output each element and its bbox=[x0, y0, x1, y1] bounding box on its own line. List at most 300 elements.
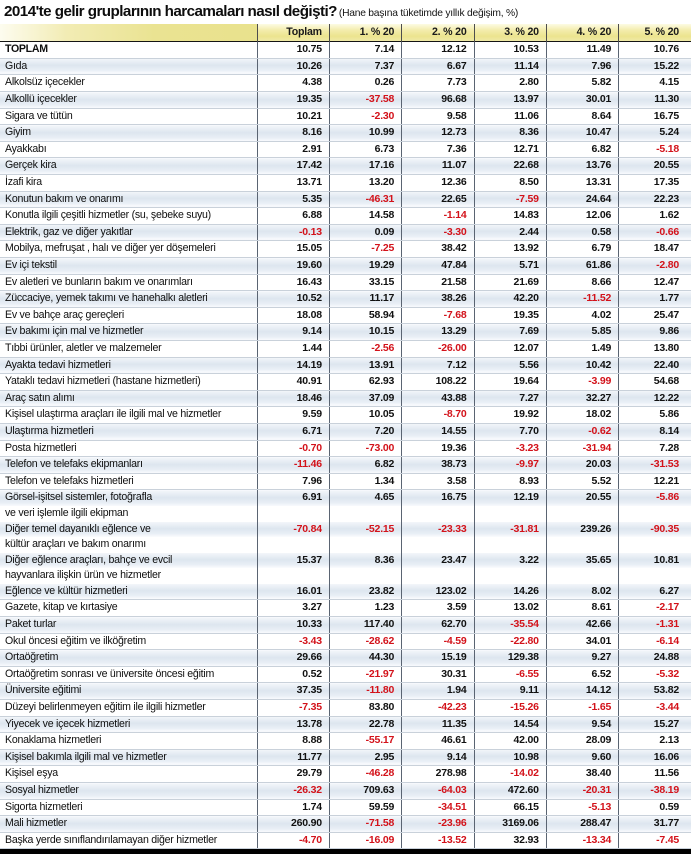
cell-value: 7.70 bbox=[474, 423, 546, 440]
cell-empty bbox=[402, 506, 474, 522]
cell-empty bbox=[402, 537, 474, 553]
cell-value: 8.88 bbox=[257, 733, 329, 750]
cell-value: 14.58 bbox=[329, 208, 401, 225]
cell-value: 62.70 bbox=[402, 617, 474, 634]
cell-value: 12.22 bbox=[619, 390, 691, 407]
cell-value: -0.13 bbox=[257, 224, 329, 241]
cell-value: 22.23 bbox=[619, 191, 691, 208]
cell-value: 6.88 bbox=[257, 208, 329, 225]
cell-value: 15.37 bbox=[257, 553, 329, 569]
row-label: Kişisel bakımla ilgili mal ve hizmetler bbox=[0, 749, 257, 766]
cell-value: 12.73 bbox=[402, 125, 474, 142]
row-label: Yiyecek ve içecek hizmetleri bbox=[0, 716, 257, 733]
table-row[interactable] bbox=[0, 633, 691, 650]
cell-value: 4.02 bbox=[546, 307, 618, 324]
cell-value: -1.65 bbox=[546, 700, 618, 717]
cell-value: 15.19 bbox=[402, 650, 474, 667]
cell-value: -71.58 bbox=[329, 816, 401, 833]
cell-value: 7.69 bbox=[474, 324, 546, 341]
cell-empty bbox=[619, 537, 691, 553]
table-row[interactable] bbox=[0, 224, 691, 241]
cell-value: -6.14 bbox=[619, 633, 691, 650]
cell-value: -16.09 bbox=[329, 832, 401, 849]
cell-value: 10.15 bbox=[329, 324, 401, 341]
cell-value: -31.94 bbox=[546, 440, 618, 457]
cell-empty bbox=[329, 506, 401, 522]
cell-value: 14.19 bbox=[257, 357, 329, 374]
cell-value: 4.15 bbox=[619, 75, 691, 92]
cell-value: 32.27 bbox=[546, 390, 618, 407]
cell-value: 12.21 bbox=[619, 473, 691, 490]
row-label: Ev ve bahçe araç gereçleri bbox=[0, 307, 257, 324]
cell-value: 16.75 bbox=[402, 490, 474, 506]
cell-value: 17.16 bbox=[329, 158, 401, 175]
table-row[interactable] bbox=[0, 158, 691, 175]
cell-value: 7.96 bbox=[257, 473, 329, 490]
cell-value: 7.20 bbox=[329, 423, 401, 440]
table-row[interactable] bbox=[0, 241, 691, 258]
cell-value: 1.74 bbox=[257, 799, 329, 816]
table-row[interactable] bbox=[0, 749, 691, 766]
row-label: Ev aletleri ve bunların bakım ve onarımları bbox=[0, 274, 257, 291]
cell-value: -2.30 bbox=[329, 108, 401, 125]
cell-value: -11.80 bbox=[329, 683, 401, 700]
cell-value: 22.65 bbox=[402, 191, 474, 208]
table-row[interactable] bbox=[0, 766, 691, 783]
cell-value: 11.07 bbox=[402, 158, 474, 175]
cell-value: 16.43 bbox=[257, 274, 329, 291]
cell-value: 10.99 bbox=[329, 125, 401, 142]
cell-value: -7.45 bbox=[619, 832, 691, 849]
cell-value: 13.76 bbox=[546, 158, 618, 175]
row-label: Ortaöğretim bbox=[0, 650, 257, 667]
cell-value: -3.99 bbox=[546, 374, 618, 391]
cell-value: 2.95 bbox=[329, 749, 401, 766]
cell-value: 239.26 bbox=[546, 522, 618, 538]
cell-value: 46.61 bbox=[402, 733, 474, 750]
table-row[interactable] bbox=[0, 258, 691, 275]
cell-value: 20.55 bbox=[546, 490, 618, 506]
cell-value: 34.01 bbox=[546, 633, 618, 650]
table-row[interactable] bbox=[0, 175, 691, 192]
cell-value: 22.68 bbox=[474, 158, 546, 175]
cell-value: -2.80 bbox=[619, 258, 691, 275]
row-label: TOPLAM bbox=[0, 42, 257, 59]
table-row[interactable] bbox=[0, 324, 691, 341]
cell-value: -26.32 bbox=[257, 783, 329, 800]
cell-empty bbox=[546, 506, 618, 522]
cell-value: -13.52 bbox=[402, 832, 474, 849]
table-row[interactable] bbox=[0, 125, 691, 142]
cell-value: 14.26 bbox=[474, 584, 546, 600]
table-row[interactable] bbox=[0, 58, 691, 75]
cell-value: 11.14 bbox=[474, 58, 546, 75]
cell-value: 21.58 bbox=[402, 274, 474, 291]
cell-value: 20.55 bbox=[619, 158, 691, 175]
cell-value: 7.12 bbox=[402, 357, 474, 374]
row-label-continuation: hayvanlara ilişkin ürün ve hizmetler bbox=[0, 568, 257, 584]
row-label: Görsel-işitsel sistemler, fotoğrafla bbox=[0, 490, 257, 506]
table-row[interactable] bbox=[0, 522, 691, 538]
cell-value: 7.27 bbox=[474, 390, 546, 407]
cell-value: 10.42 bbox=[546, 357, 618, 374]
cell-value: 42.00 bbox=[474, 733, 546, 750]
cell-empty bbox=[257, 506, 329, 522]
cell-value: 16.06 bbox=[619, 749, 691, 766]
header-cell-blank bbox=[0, 24, 257, 42]
table-row[interactable] bbox=[0, 716, 691, 733]
cell-value: 6.71 bbox=[257, 423, 329, 440]
cell-value: 10.21 bbox=[257, 108, 329, 125]
cell-value: -5.86 bbox=[619, 490, 691, 506]
cell-value: -7.35 bbox=[257, 700, 329, 717]
table-row[interactable] bbox=[0, 473, 691, 490]
cell-empty bbox=[329, 568, 401, 584]
cell-value: 1.23 bbox=[329, 600, 401, 617]
table-row[interactable] bbox=[0, 783, 691, 800]
cell-value: 3.22 bbox=[474, 553, 546, 569]
cell-value: 3.59 bbox=[402, 600, 474, 617]
table-row[interactable] bbox=[0, 832, 691, 849]
table-row[interactable] bbox=[0, 457, 691, 474]
cell-value: 11.35 bbox=[402, 716, 474, 733]
cell-value: 14.12 bbox=[546, 683, 618, 700]
table-row[interactable] bbox=[0, 108, 691, 125]
table-row[interactable] bbox=[0, 584, 691, 600]
cell-value: 10.75 bbox=[257, 42, 329, 59]
row-label: Okul öncesi eğitim ve ilköğretim bbox=[0, 633, 257, 650]
row-label: Diğer temel dayanıklı eğlence ve bbox=[0, 522, 257, 538]
table-row[interactable] bbox=[0, 600, 691, 617]
cell-value: 278.98 bbox=[402, 766, 474, 783]
cell-value: 37.35 bbox=[257, 683, 329, 700]
cell-value: 38.42 bbox=[402, 241, 474, 258]
cell-value: -3.30 bbox=[402, 224, 474, 241]
cell-value: 15.22 bbox=[619, 58, 691, 75]
cell-value: 13.29 bbox=[402, 324, 474, 341]
cell-value: 7.28 bbox=[619, 440, 691, 457]
cell-value: 4.65 bbox=[329, 490, 401, 506]
cell-value: 9.14 bbox=[257, 324, 329, 341]
cell-value: 7.96 bbox=[546, 58, 618, 75]
header-cell-q4: 4. % 20 bbox=[546, 24, 618, 42]
cell-value: 25.47 bbox=[619, 307, 691, 324]
table-row[interactable] bbox=[0, 191, 691, 208]
cell-value: 14.54 bbox=[474, 716, 546, 733]
cell-value: 30.01 bbox=[546, 92, 618, 109]
cell-value: 0.59 bbox=[619, 799, 691, 816]
row-label: Yataklı tedavi hizmetleri (hastane hizmetleri) bbox=[0, 374, 257, 391]
table-row[interactable] bbox=[0, 650, 691, 667]
cell-value: 1.44 bbox=[257, 340, 329, 357]
table-row[interactable] bbox=[0, 666, 691, 683]
cell-value: -7.59 bbox=[474, 191, 546, 208]
cell-value: -3.23 bbox=[474, 440, 546, 457]
cell-value: 13.20 bbox=[329, 175, 401, 192]
cell-empty bbox=[329, 537, 401, 553]
table-row[interactable] bbox=[0, 274, 691, 291]
cell-value: -23.33 bbox=[402, 522, 474, 538]
cell-value: 10.76 bbox=[619, 42, 691, 59]
cell-value: 117.40 bbox=[329, 617, 401, 634]
cell-value: 14.83 bbox=[474, 208, 546, 225]
cell-value: 7.37 bbox=[329, 58, 401, 75]
cell-value: -4.59 bbox=[402, 633, 474, 650]
cell-value: 12.36 bbox=[402, 175, 474, 192]
table-row[interactable] bbox=[0, 799, 691, 816]
cell-value: 6.52 bbox=[546, 666, 618, 683]
row-label: İzafi kira bbox=[0, 175, 257, 192]
cell-value: 33.15 bbox=[329, 274, 401, 291]
cell-value: -20.31 bbox=[546, 783, 618, 800]
cell-value: 16.75 bbox=[619, 108, 691, 125]
table-row-continuation bbox=[0, 568, 691, 584]
row-label: Gerçek kira bbox=[0, 158, 257, 175]
page-title bbox=[0, 0, 691, 24]
row-label: Züccaciye, yemek takımı ve hanehalkı aletleri bbox=[0, 291, 257, 308]
cell-value: 1.62 bbox=[619, 208, 691, 225]
cell-value: 0.58 bbox=[546, 224, 618, 241]
table-body bbox=[0, 42, 691, 849]
cell-value: 18.47 bbox=[619, 241, 691, 258]
table-row[interactable] bbox=[0, 553, 691, 569]
cell-empty bbox=[619, 506, 691, 522]
cell-empty bbox=[474, 568, 546, 584]
cell-value: 9.60 bbox=[546, 749, 618, 766]
cell-value: 19.60 bbox=[257, 258, 329, 275]
cell-value: 8.02 bbox=[546, 584, 618, 600]
cell-value: -5.32 bbox=[619, 666, 691, 683]
cell-value: -64.03 bbox=[402, 783, 474, 800]
cell-value: -3.44 bbox=[619, 700, 691, 717]
cell-value: 0.09 bbox=[329, 224, 401, 241]
cell-value: 2.13 bbox=[619, 733, 691, 750]
cell-value: -9.97 bbox=[474, 457, 546, 474]
cell-value: 53.82 bbox=[619, 683, 691, 700]
cell-value: -4.70 bbox=[257, 832, 329, 849]
table-row[interactable] bbox=[0, 141, 691, 158]
row-label: Alkollü içecekler bbox=[0, 92, 257, 109]
expenditure-table bbox=[0, 24, 691, 850]
row-label: Kişisel ulaştırma araçları ile ilgili mal ve hizmetler bbox=[0, 407, 257, 424]
table-row[interactable] bbox=[0, 816, 691, 833]
cell-value: 19.29 bbox=[329, 258, 401, 275]
cell-value: 38.26 bbox=[402, 291, 474, 308]
row-label-continuation: kültür araçları ve bakım onarımı bbox=[0, 537, 257, 553]
cell-value: 472.60 bbox=[474, 783, 546, 800]
cell-value: 10.81 bbox=[619, 553, 691, 569]
cell-value: -26.00 bbox=[402, 340, 474, 357]
row-label: Elektrik, gaz ve diğer yakıtlar bbox=[0, 224, 257, 241]
cell-value: 22.78 bbox=[329, 716, 401, 733]
table-row[interactable] bbox=[0, 700, 691, 717]
row-label: Gıda bbox=[0, 58, 257, 75]
cell-value: -7.68 bbox=[402, 307, 474, 324]
cell-value: 10.05 bbox=[329, 407, 401, 424]
cell-value: 18.02 bbox=[546, 407, 618, 424]
cell-value: 13.91 bbox=[329, 357, 401, 374]
cell-value: 1.34 bbox=[329, 473, 401, 490]
cell-value: 2.91 bbox=[257, 141, 329, 158]
cell-value: 11.56 bbox=[619, 766, 691, 783]
cell-value: 19.36 bbox=[402, 440, 474, 457]
table-row[interactable] bbox=[0, 75, 691, 92]
cell-value: 17.35 bbox=[619, 175, 691, 192]
cell-value: 59.59 bbox=[329, 799, 401, 816]
header-cell-toplam: Toplam bbox=[257, 24, 329, 42]
table-row[interactable] bbox=[0, 617, 691, 634]
cell-value: -52.15 bbox=[329, 522, 401, 538]
cell-value: -5.18 bbox=[619, 141, 691, 158]
cell-value: 8.14 bbox=[619, 423, 691, 440]
cell-value: 6.82 bbox=[546, 141, 618, 158]
cell-value: 8.61 bbox=[546, 600, 618, 617]
cell-value: 22.40 bbox=[619, 357, 691, 374]
cell-value: 8.36 bbox=[329, 553, 401, 569]
cell-value: 9.54 bbox=[546, 716, 618, 733]
cell-value: 12.07 bbox=[474, 340, 546, 357]
table-row[interactable] bbox=[0, 307, 691, 324]
cell-value: 4.38 bbox=[257, 75, 329, 92]
cell-value: -73.00 bbox=[329, 440, 401, 457]
row-label-continuation: ve veri işlemle ilgili ekipman bbox=[0, 506, 257, 522]
cell-value: 12.06 bbox=[546, 208, 618, 225]
cell-value: 709.63 bbox=[329, 783, 401, 800]
cell-value: 44.30 bbox=[329, 650, 401, 667]
cell-value: -46.28 bbox=[329, 766, 401, 783]
cell-value: -38.19 bbox=[619, 783, 691, 800]
cell-value: -7.25 bbox=[329, 241, 401, 258]
cell-value: -70.84 bbox=[257, 522, 329, 538]
cell-value: -3.43 bbox=[257, 633, 329, 650]
row-label: Konaklama hizmetleri bbox=[0, 733, 257, 750]
cell-value: 6.67 bbox=[402, 58, 474, 75]
cell-value: 11.30 bbox=[619, 92, 691, 109]
cell-value: -14.02 bbox=[474, 766, 546, 783]
cell-value: 47.84 bbox=[402, 258, 474, 275]
cell-value: -2.17 bbox=[619, 600, 691, 617]
cell-value: 23.82 bbox=[329, 584, 401, 600]
row-label: Konutun bakım ve onarımı bbox=[0, 191, 257, 208]
cell-value: 6.82 bbox=[329, 457, 401, 474]
cell-value: 62.93 bbox=[329, 374, 401, 391]
cell-value: 19.35 bbox=[257, 92, 329, 109]
cell-value: 23.47 bbox=[402, 553, 474, 569]
cell-value: 1.77 bbox=[619, 291, 691, 308]
cell-value: 29.66 bbox=[257, 650, 329, 667]
cell-value: 17.42 bbox=[257, 158, 329, 175]
row-label: Sigara ve tütün bbox=[0, 108, 257, 125]
table-row[interactable] bbox=[0, 390, 691, 407]
table-row[interactable] bbox=[0, 490, 691, 506]
table-row[interactable] bbox=[0, 340, 691, 357]
title-main-text: 2014'te gelir gruplarının harcamaları nasıl değişti? bbox=[4, 3, 337, 20]
row-label: Ayakta tedavi hizmetleri bbox=[0, 357, 257, 374]
row-label: Üniversite eğitimi bbox=[0, 683, 257, 700]
cell-value: 10.52 bbox=[257, 291, 329, 308]
cell-value: 38.73 bbox=[402, 457, 474, 474]
cell-value: -55.17 bbox=[329, 733, 401, 750]
cell-value: 12.19 bbox=[474, 490, 546, 506]
cell-value: 19.92 bbox=[474, 407, 546, 424]
cell-value: 13.78 bbox=[257, 716, 329, 733]
cell-value: 12.47 bbox=[619, 274, 691, 291]
row-label: Sigorta hizmetleri bbox=[0, 799, 257, 816]
cell-value: 3.27 bbox=[257, 600, 329, 617]
cell-empty bbox=[257, 568, 329, 584]
cell-value: 29.79 bbox=[257, 766, 329, 783]
cell-value: 43.88 bbox=[402, 390, 474, 407]
cell-value: 9.11 bbox=[474, 683, 546, 700]
cell-value: 54.68 bbox=[619, 374, 691, 391]
cell-value: -2.56 bbox=[329, 340, 401, 357]
cell-value: 24.64 bbox=[546, 191, 618, 208]
row-label: Posta hizmetleri bbox=[0, 440, 257, 457]
cell-value: 8.93 bbox=[474, 473, 546, 490]
cell-value: -6.55 bbox=[474, 666, 546, 683]
header-cell-q1: 1. % 20 bbox=[329, 24, 401, 42]
cell-value: 66.15 bbox=[474, 799, 546, 816]
header-cell-q5: 5. % 20 bbox=[619, 24, 691, 42]
cell-value: 10.33 bbox=[257, 617, 329, 634]
table-row[interactable] bbox=[0, 423, 691, 440]
cell-value: 31.77 bbox=[619, 816, 691, 833]
cell-value: -15.26 bbox=[474, 700, 546, 717]
row-label: Alkolsüz içecekler bbox=[0, 75, 257, 92]
cell-value: 5.71 bbox=[474, 258, 546, 275]
cell-value: -46.31 bbox=[329, 191, 401, 208]
table-row[interactable] bbox=[0, 733, 691, 750]
header-cell-q3: 3. % 20 bbox=[474, 24, 546, 42]
cell-value: 13.97 bbox=[474, 92, 546, 109]
table-row[interactable] bbox=[0, 291, 691, 308]
cell-value: 15.05 bbox=[257, 241, 329, 258]
cell-value: 42.66 bbox=[546, 617, 618, 634]
row-label: Düzeyi belirlenmeyen eğitim ile ilgili hizmetler bbox=[0, 700, 257, 717]
table-row[interactable] bbox=[0, 357, 691, 374]
cell-value: -13.34 bbox=[546, 832, 618, 849]
cell-value: 28.09 bbox=[546, 733, 618, 750]
table-row[interactable] bbox=[0, 42, 691, 59]
cell-value: 16.01 bbox=[257, 584, 329, 600]
cell-value: 15.27 bbox=[619, 716, 691, 733]
table-row[interactable] bbox=[0, 407, 691, 424]
cell-value: 5.35 bbox=[257, 191, 329, 208]
row-label: Giyim bbox=[0, 125, 257, 142]
title-subtitle-text: (Hane başına tüketimde yıllık değişim, %) bbox=[338, 8, 519, 19]
bottom-rule bbox=[0, 849, 691, 854]
cell-value: -11.52 bbox=[546, 291, 618, 308]
cell-value: 6.79 bbox=[546, 241, 618, 258]
cell-value: 9.58 bbox=[402, 108, 474, 125]
cell-value: 13.02 bbox=[474, 600, 546, 617]
table-row[interactable] bbox=[0, 683, 691, 700]
table-row[interactable] bbox=[0, 374, 691, 391]
cell-value: -1.14 bbox=[402, 208, 474, 225]
row-label: Gazete, kitap ve kırtasiye bbox=[0, 600, 257, 617]
cell-value: 61.86 bbox=[546, 258, 618, 275]
cell-value: -8.70 bbox=[402, 407, 474, 424]
cell-empty bbox=[402, 568, 474, 584]
table-row[interactable] bbox=[0, 92, 691, 109]
cell-value: 6.73 bbox=[329, 141, 401, 158]
cell-value: -0.62 bbox=[546, 423, 618, 440]
cell-value: 123.02 bbox=[402, 584, 474, 600]
table-row[interactable] bbox=[0, 440, 691, 457]
row-label: Diğer eğlence araçları, bahçe ve evcil bbox=[0, 553, 257, 569]
table-row[interactable] bbox=[0, 208, 691, 225]
cell-value: -0.70 bbox=[257, 440, 329, 457]
